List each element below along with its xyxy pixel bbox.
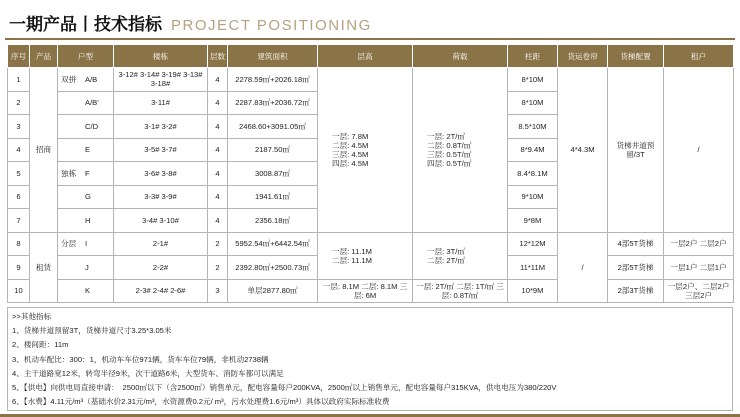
- cell-type: J: [58, 256, 114, 280]
- cell-type: [58, 68, 114, 92]
- cell-building: 2-3# 2-4# 2-6#: [114, 279, 208, 303]
- cell-type: G: [58, 185, 114, 209]
- cell-product-rent: 租赁: [30, 232, 58, 303]
- cell-column: 8.5*10M: [508, 115, 558, 139]
- header-floors: 层数: [208, 45, 228, 68]
- table-header-row: [8, 45, 734, 68]
- cell-area: 2468.60+3091.05㎡: [228, 115, 318, 139]
- cell-product-sale: 招商: [30, 68, 58, 233]
- height-line: 一层: 7.8M: [332, 131, 369, 141]
- note-item: 4、主干道路宽12米，转弯半径9米，次干道路6米，大型货车、消防车都可以满足: [12, 368, 284, 378]
- type-group-single: 独栋: [61, 168, 77, 178]
- cell-floors: 4: [208, 68, 228, 92]
- page-title-cn: 一期产品丨技术指标: [9, 15, 162, 34]
- cell-building: 2-2#: [114, 256, 208, 280]
- cell-type: [58, 162, 114, 186]
- cell-floors: 4: [208, 162, 228, 186]
- cell-building: 3-6# 3-8#: [114, 162, 208, 186]
- load-line: 一层: 2T/㎡: [427, 131, 465, 141]
- cell-no: 10: [8, 279, 30, 303]
- cell-area: 1941.61㎡: [228, 185, 318, 209]
- cell-no: 6: [8, 185, 30, 209]
- cell-height-sale: [318, 68, 413, 233]
- cell-type: C/D: [58, 115, 114, 139]
- cell-door-rent: /: [558, 232, 608, 303]
- type-group-double: 双拼: [61, 74, 77, 84]
- cell-building: 2-1#: [114, 232, 208, 256]
- table-row: [8, 232, 734, 256]
- header-load: 荷载: [413, 45, 508, 68]
- note-item: 1、货梯井道预留3T，货梯井道尺寸3.25*3.05米: [12, 326, 172, 336]
- cell-building: 3-12# 3-14# 3-19# 3-13# 3-18#: [114, 68, 208, 92]
- cell-type: E: [58, 138, 114, 162]
- header-door: 货运卷帘: [558, 45, 608, 68]
- other-indicators-notes: [7, 307, 733, 411]
- cell-no: 3: [8, 115, 30, 139]
- cell-load: 一层: 2T/㎡ 二层: 1T/㎡ 三层: 0.8T/㎡: [413, 279, 508, 303]
- cell-column: 9*8M: [508, 209, 558, 233]
- note-item: 2、楼间距：11m: [12, 340, 69, 350]
- cell-column: 9*10M: [508, 185, 558, 209]
- cell-column: 11*11M: [508, 256, 558, 280]
- cell-type: K: [58, 279, 114, 303]
- cell-floors: 3: [208, 279, 228, 303]
- header-tenant: 租户: [664, 45, 734, 68]
- cell-no: 9: [8, 256, 30, 280]
- cell-height-rent: [318, 232, 413, 279]
- height-line: 四层: 4.5M: [332, 158, 369, 168]
- notes-heading: >>其他指标: [12, 312, 52, 321]
- cell-floors: 4: [208, 209, 228, 233]
- cell-type: [58, 232, 114, 256]
- cell-height: 一层: 8.1M 二层: 8.1M 三层: 6M: [318, 279, 413, 303]
- cell-no: 7: [8, 209, 30, 233]
- type-group-divided: 分层: [61, 239, 77, 249]
- cell-column: 8*9.4M: [508, 138, 558, 162]
- cell-building: 3-4# 3-10#: [114, 209, 208, 233]
- header-elevator: 货梯配置: [608, 45, 664, 68]
- load-line: 四层: 0.5T/㎡: [427, 158, 472, 168]
- cell-no: 2: [8, 91, 30, 115]
- height-line: 一层: 11.1M: [332, 246, 372, 256]
- cell-no: 1: [8, 68, 30, 92]
- header-no: 序号: [8, 45, 30, 68]
- cell-column: 10*9M: [508, 279, 558, 303]
- cell-elevator: 2部5T货梯: [608, 256, 664, 280]
- page-title: [9, 10, 372, 34]
- header-product: 产品: [30, 45, 58, 68]
- cell-load-rent: [413, 232, 508, 279]
- cell-elevator: 2部3T货梯: [608, 279, 664, 303]
- type-value: A/B: [85, 74, 98, 84]
- cell-no: 4: [8, 138, 30, 162]
- cell-area: 3008.87㎡: [228, 162, 318, 186]
- title-divider: [5, 38, 735, 40]
- cell-floors: 2: [208, 232, 228, 256]
- cell-type: H: [58, 209, 114, 233]
- cell-type: A/B': [58, 91, 114, 115]
- cell-tenant: 一层1户 二层1户: [664, 256, 734, 280]
- height-line: 二层: 11.1M: [332, 255, 372, 265]
- load-line: 三层: 0.5T/㎡: [427, 149, 472, 159]
- page-title-en: PROJECT POSITIONING: [171, 17, 372, 34]
- load-line: 一层: 3T/㎡: [427, 246, 465, 256]
- header-column: 柱距: [508, 45, 558, 68]
- cell-column: 8.4*8.1M: [508, 162, 558, 186]
- load-line: 二层: 2T/㎡: [427, 255, 465, 265]
- cell-area: 2278.59㎡+2026.18㎡: [228, 68, 318, 92]
- cell-area: 2187.50㎡: [228, 138, 318, 162]
- cell-floors: 2: [208, 256, 228, 280]
- cell-building: 3-5# 3-7#: [114, 138, 208, 162]
- type-value: I: [85, 239, 88, 249]
- cell-load-sale: [413, 68, 508, 233]
- cell-area: 5952.54㎡+6442.54㎡: [228, 232, 318, 256]
- cell-area: 2356.18㎡: [228, 209, 318, 233]
- cell-floors: 4: [208, 115, 228, 139]
- note-item: 3、机动车配比：300：1，机动车车位971辆，货车车位79辆，非机动2738辆: [12, 354, 269, 364]
- cell-column: 8*10M: [508, 91, 558, 115]
- cell-building: 3-1# 3-2#: [114, 115, 208, 139]
- cell-tenant-sale: /: [664, 68, 734, 233]
- note-item: 6、【水费】4.11元/m³（基础水价2.31元/m³，水资源费0.2元/ m³，污水处理费1.6元/m³）具体以政府实际标准收费: [12, 397, 390, 407]
- cell-floors: 4: [208, 185, 228, 209]
- cell-floors: 4: [208, 138, 228, 162]
- cell-area: 2287.83㎡+2036.72㎡: [228, 91, 318, 115]
- cell-tenant: 一层2户 二层2户: [664, 232, 734, 256]
- type-value: F: [85, 168, 90, 178]
- header-building: 楼栋: [114, 45, 208, 68]
- cell-elevator: 4部5T货梯: [608, 232, 664, 256]
- header-area: 建筑面积: [228, 45, 318, 68]
- cell-tenant: 一层2户、二层2户 三层2户: [664, 279, 734, 303]
- table-row: [8, 68, 734, 92]
- cell-column: 8*10M: [508, 68, 558, 92]
- cell-floors: 4: [208, 91, 228, 115]
- cell-area: 2392.80㎡+2500.73㎡: [228, 256, 318, 280]
- height-line: 二层: 4.5M: [332, 140, 369, 150]
- cell-area: 单层2877.80㎡: [228, 279, 318, 303]
- note-item: 5、【供电】向供电局直接申请： 2500㎡以下（含2500㎡）销售单元，配电容量每户200KVA，2500㎡以上销售单元，配电容量每户315KVA，供电电压为380/220V: [12, 382, 557, 392]
- table-row: [8, 279, 734, 303]
- cell-building: 3-11#: [114, 91, 208, 115]
- spec-table: [7, 44, 734, 303]
- cell-column: 12*12M: [508, 232, 558, 256]
- cell-building: 3-3# 3-9#: [114, 185, 208, 209]
- cell-no: 5: [8, 162, 30, 186]
- height-line: 三层: 4.5M: [332, 149, 369, 159]
- load-line: 二层: 0.8T/㎡: [427, 140, 472, 150]
- header-height: 层高: [318, 45, 413, 68]
- cell-no: 8: [8, 232, 30, 256]
- cell-door-sale: 4*4.3M: [558, 68, 608, 233]
- cell-elevator-sale: 货梯井道预留/3T: [608, 68, 664, 233]
- header-house-type: 户型: [58, 45, 114, 68]
